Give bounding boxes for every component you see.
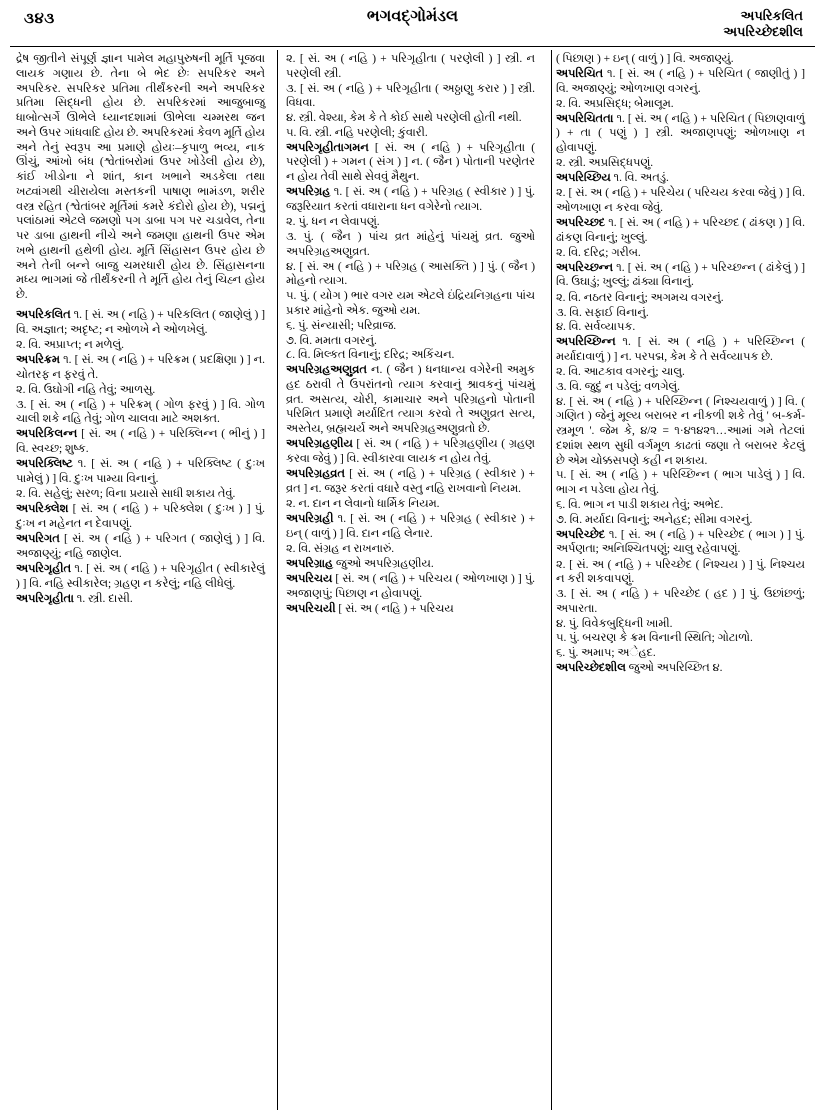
entry-definition: [ સં. અ ( નહિ ) + પરિક્લેશ ( દુઃખ ) ] પું. દુઃખ ન મહેનત ન દેવાપણું. xyxy=(16,502,265,530)
book-title: ભગવદ્ગોમંડલ xyxy=(366,8,459,25)
text-run: ૫. પું. બચરણ કે ક્રમ વિનાની સ્થિતિ; ગોટાળો. xyxy=(556,632,753,645)
entry-definition: ૧. [ સં. અ ( નહિ ) + પરિક્લિષ્ટ ( દુઃખ પામેલું ) ] વિ. દુઃખ પામ્યા વિનાનું. xyxy=(16,458,265,485)
text-run: ૨. વિ. સહેલું; સરળ; વિના પ્રયાસે સાધી શકાય તેવું. xyxy=(16,488,236,501)
entry-headword: અપરિકિલન્ન xyxy=(16,428,78,441)
entry-definition: [ સં. અ ( નહિ ) + પરિગ્રહ ( સ્વીકાર ) + વ્રત ] ન. જરૂર કરતાં વધારે વસ્તુ નહિ રાખવાનો નિયમ. xyxy=(286,468,535,496)
entry-definition: ૧. વિ. અતડું. xyxy=(610,172,669,185)
dictionary-entry xyxy=(16,562,265,592)
running-head-last-entry: અપરિચ્છેદશીલ xyxy=(723,24,803,40)
entry-sense xyxy=(286,334,535,349)
entry-sense xyxy=(286,52,535,82)
entry-definition: ૧. [ સં. અ ( નહિ ) + પરિચ્છેદ ( ભાગ ) ] પું. અર્પણતા; અનિશ્ચિતપણું; ચાલુ રહેવાપણું. xyxy=(556,528,805,556)
entry-definition: [ સં. અ ( નહિ ) + પરિગ્રહણીય ( ગ્રહણ કરવા જેવું ) ] વિ. સ્વીકારવા લાયક ન હોય તેવું. xyxy=(286,438,535,466)
entry-headword: અપરિગ્રહી xyxy=(286,513,334,526)
text-run: ૩. [ સં. અ ( નહિ ) + પરિક્રમ્ ( ગોળ ફરવું ) ] વિ. ગોળ ચાલી શકે નહિ તેવું; ગોળ ચાલવા માટે અશક્ત. xyxy=(16,398,265,426)
header-rule xyxy=(10,46,815,47)
entry-sense xyxy=(556,558,805,588)
entry-sense xyxy=(286,260,535,290)
text-run: ૨. વિ. ઉઘોગી નહિ તેવું; આળસુ. xyxy=(16,383,156,396)
text-run: ૩. પું. ( જૈન ) પાંચ વ્રત માંહેનું પાંચમું વ્રત. જુઓ અપરિગ્રહઅણુવ્રત. xyxy=(286,231,535,258)
dictionary-entry xyxy=(16,427,265,457)
entry-sense xyxy=(16,487,265,502)
dictionary-entry xyxy=(286,602,535,617)
entry-sense xyxy=(556,468,805,498)
entry-definition: ન. ( જૈન ) ધનધાન્ય વગેરેની અમુક હદ ઠરાવી તે ઉપરાંતનો ત્યાગ કરવાનું શ્રાવકનું પાંચમું વ્રત. અસત્ય, ચોરી, કામાચાર અને પરિગ્રહનો પોતાની પરિમિત પ્રમાણે મર્યાદિત ત્યાગ કરવો તે અણુવ્રત સત્ય, અસ્તેય, બ્રહ્મચર્ય અને અપરિગ્રહઅણુવ્રતો છે. xyxy=(286,364,535,436)
entry-sense xyxy=(286,289,535,319)
text-run: ૬. પું. સંન્યાસી; પરિવ્રાજ. xyxy=(286,319,397,332)
text-run: ૩. વિ. સફાઈ વિનાનું. xyxy=(556,306,649,319)
entry-sense xyxy=(16,338,265,353)
dictionary-entry xyxy=(286,467,535,497)
text-run: ૬. વિ. ભાગ ન પાડી શકાય તેવું; અભેદ. xyxy=(556,498,724,511)
text-run: દ્રેષ જીતીને સંપૂર્ણ જ્ઞાન પામેલ મહાપુરુષની મૂર્તિ પૂજવા લાયક ગણાય છે. તેના બે ભેદ છેઃ સપરિકર અને અપરિકર. સપરિકર પ્રતિમા તીર્થંકરની અને અપરિકર પ્રતિમા સિદ્ધની હોય છે. સપરિકરમાં આજુબાજુ ધાબોત્સર્ગે ઊભેલે ધ્યાનદશામાં ઊભેલા ચમ્મરથ જન અને ઉપર ગાંધવાદિ હોય છે. અપરિકરમાં કેવળ મૂર્તિ હોય અને તેનું સ્વરૂપ આ પ્રમાણે હોયઃ–કૃપાળુ ભવ્ય, નાક ઊંચું, આંખો બંધ (શ્વેતાંબરોમાં ઉપર ખોડેલી હોય છે), કાંઈ ખીડોના ને શાંત, કાન ખભાને અડકેલા તથા ખટ્વાંગથી ચીરાયેલા મસ્તકની પાષાણ ભામંડળ, શરીર વસ્ત્ર રહિત (શ્વેતાંબર મૂર્તિમાં કમરે કંદોરો હોય છે), પદ્મનું પલાંઠામાં એટલે જમણો પગ ડાબા પગ પર ચડાવેલ, તેના પર ડાબા હાથની નીચે અને જમણા હાથની ઉપર એમ ખભે હાથની હથેળી હોય. મૂર્તિ સિંહાસન ઉપર હોય છે અને તેની બન્ને બાજુ ચમરધારી હોય છે. સિંહાસનના મધ્ય ભાગમાં જે તીર્થંકરની તે મૂર્તિ હોય તેનું ચિહ્ન હોય છે. xyxy=(16,53,265,302)
body-paragraph xyxy=(16,52,265,303)
text-run: ૨. સ્ત્રી. અપ્રસિદ્ધપણું. xyxy=(556,157,654,170)
dictionary-entry xyxy=(286,363,535,437)
entry-headword: અપરિગ્રહવ્રત xyxy=(286,468,345,481)
entry-sense xyxy=(286,542,535,557)
running-head xyxy=(723,8,803,41)
text-run: ૭. વિ. મર્યાદા વિનાનું; અનેહદ; સીમા વગરનું. xyxy=(556,513,753,526)
dictionary-entry xyxy=(16,502,265,532)
entry-sense xyxy=(556,365,805,380)
dictionary-entry xyxy=(556,261,805,291)
entry-sense xyxy=(556,186,805,216)
text-run: ૨. વિ. નઠતર વિનાનું; અગમચ વગરનું. xyxy=(556,291,724,304)
entry-sense xyxy=(286,126,535,141)
entry-headword: અપરિગ્રહણીય xyxy=(286,438,353,451)
entry-definition: [ સં. અ ( નહિ ) + પરિગત ( જાણેલું ) ] વિ. અજાણ્યું; નહિ જાણેલ. xyxy=(16,533,265,560)
entry-definition: ૧. [ સં. અ ( નહિ ) + પરિચિત ( પિછાણવાળું ) + તા ( પણું ) ] સ્ત્રી. અજાણપણું; ઓળખાણ ન હોવાપણું. xyxy=(556,112,805,155)
entry-definition: ૧. [ સં. અ ( નહિ ) + પરિચ્છદ ( ઢાંકણ ) ] વિ. ઢાંકણ વિનાનું; ખુલ્લું. xyxy=(556,216,805,244)
dictionary-entry xyxy=(556,661,805,676)
column-3 xyxy=(552,52,813,1112)
text-run: ૫. [ સં. અ ( નહિ ) + પરિચ્છિન્ન ( ભાગ પાડેલું ) ] વિ. ભાગ ન પડેલા હોય તેવું. xyxy=(556,469,805,497)
text-run: ૬. પું. અમાપ; અેહદ. xyxy=(556,647,656,660)
entry-definition: [ સં. અ ( નહિ ) + પરિચય xyxy=(335,603,454,616)
entry-definition: ૧. [ સં. અ ( નહિ ) + પરિચ્છિન્ન ( મર્યાદાવાળું ) ] ન. પરપદ્મ, કેમ કે તે સર્વવ્યાપક છે. xyxy=(556,336,805,363)
text-run: ૨. વિ. દરિદ્ર; ગરીબ. xyxy=(556,246,641,259)
entry-headword: અપરિગૃહીતાગમન xyxy=(286,141,369,154)
text-run: ૨. વિ. સંગ્રહ ન રાખનારું. xyxy=(286,543,395,556)
entry-sense xyxy=(556,380,805,395)
text-run: ૨. પું. ધન ન લેવાપણું. xyxy=(286,216,380,229)
entry-definition: જુઓ અપરિચ્છિત ૪. xyxy=(625,661,723,674)
text-run: ૮. વિ. મિલ્કત વિનાનું; દરિદ્ર; અકિંચન. xyxy=(286,349,455,362)
text-run: ૨. વિ. આટકાવ વગરનું; ચાલુ. xyxy=(556,366,685,379)
text-run: ૪. [ સં. અ ( નહિ ) + પરિચ્છિન્ન ( નિશ્ચયવાળું ) ] વિ. ( ગણિત ) જેનું મૂલ્ય બરાબર ન નીકળી શકે તેવું ' બ-કર્મ-સ્ત્રમૂળ '. જેમ કે, ૪/૨ = ૧·૪૧૪૨૧…આમાં ગમે તેટલાં દશાંશ સ્થળ સુધી વર્ગમૂળ કાઢતાં જણા તે બરાબર કેટલું છે એમ ચોક્કસપણે કહી ન શકાય. xyxy=(556,395,805,467)
text-run: ૭. વિ. મમતા વગરનું. xyxy=(286,334,377,347)
text-run: ૨. ન. દાન ન લેવાનો ધાર્મિક નિયમ. xyxy=(286,498,440,511)
dictionary-entry xyxy=(556,171,805,186)
text-columns xyxy=(12,52,813,1112)
entry-headword: અપરિચય xyxy=(286,573,333,586)
entry-sense xyxy=(556,587,805,617)
text-run: ૪. વિ. સર્વવ્યાપક. xyxy=(556,321,636,334)
dictionary-entry xyxy=(556,335,805,365)
text-run: ૨. [ સં. અ ( નહિ ) + પરિચ્છેદ ( નિશ્ચય ) ] પું. નિશ્ચય ન કરી શકવાપણું. xyxy=(556,558,805,586)
entry-headword: અપરિચ્છદ xyxy=(556,216,606,229)
entry-definition: ૧. [ સં. અ ( નહિ ) + પરિચિત ( જાણીતું ) ] વિ. અજાણ્યું; ઓળખાણ વગરનું. xyxy=(556,67,805,95)
entry-sense xyxy=(16,383,265,398)
entry-sense xyxy=(556,52,805,67)
entry-sense xyxy=(556,498,805,513)
entry-headword: અપરિગ્રાહ xyxy=(286,558,334,571)
text-run: ૨. વિ. અપ્રાપ્ત; ન મળેલું. xyxy=(16,339,124,352)
entry-definition: ૧. સ્ત્રી. દાસી. xyxy=(73,593,133,606)
text-run: ૩. વિ. જુદું ન પડેલું; વળગેલું. xyxy=(556,380,680,393)
entry-headword: અપરિક્લેશ xyxy=(16,502,69,515)
entry-sense xyxy=(556,617,805,632)
entry-sense xyxy=(286,82,535,112)
entry-sense xyxy=(286,319,535,334)
dictionary-entry xyxy=(16,457,265,487)
text-run: ( પિછાણ ) + ઇન્ ( વાળું ) ] વિ. અજાણ્યું. xyxy=(556,53,734,65)
text-run: ૪. પું. વિવેકબુદ્ધિની ખામી. xyxy=(556,617,673,630)
entry-headword: અપરિચ્છેદશીલ xyxy=(556,661,626,674)
entry-sense xyxy=(286,230,535,260)
text-run: ૫. પું. ( યોગ ) ભાર વગર યમ એટલે ઇંદ્રિયનિગ્રહના પાંચ પ્રકાર માંહેનો એક. જુઓ યમ. xyxy=(286,290,535,318)
dictionary-entry xyxy=(286,572,535,602)
entry-definition: [ સં. અ ( નહિ ) + પરિક્લિન્ન ( ભીનું ) ] વિ. સ્વચ્છ; શુષ્ક. xyxy=(16,428,265,455)
entry-headword: અપરિચ્છેદ xyxy=(556,528,606,541)
entry-headword: અપરિગ્રહઅણુવ્રત xyxy=(286,364,367,377)
entry-definition: [ સં. અ ( નહિ ) + પરિચય ( ઓળખાણ ) ] પું. અજાણપું; પિછાણ ન હોવાપણું. xyxy=(286,573,535,601)
entry-sense xyxy=(556,97,805,112)
entry-sense xyxy=(286,215,535,230)
entry-sense xyxy=(556,306,805,321)
entry-definition: ૧. [ સં. અ ( નહિ ) + પરિચ્છન્ન ( ઢાંકેલું ) ] વિ. ઉઘાડું; ખુલ્લું; ઢાંક્યા વિનાનું. xyxy=(556,261,805,289)
entry-definition: જુઓ અપરિગ્રહણીય. xyxy=(333,558,434,571)
entry-sense xyxy=(556,631,805,646)
entry-definition: [ સં. અ ( નહિ ) + પરિગૃહીતા ( પરણેલી ) + ગમન ( સંગ ) ] ન. ( જૈન ) પોતાની પરણેતર ન હોય તેવી સાથે સેવવું મૈથુન. xyxy=(286,141,535,184)
text-run: ૪. [ સં. અ ( નહિ ) + પરિગ્રહ ( આસક્તિ ) ] પું. ( જૈન ) મોહનો ત્યાગ. xyxy=(286,260,535,288)
text-run: ૨. [ સં. અ ( નહિ ) + પરિગૃહીતા ( પરણેલી ) ] સ્ત્રી. ન પરણેલી સ્ત્રી. xyxy=(286,53,535,80)
entry-sense xyxy=(286,111,535,126)
entry-sense xyxy=(556,156,805,171)
entry-definition: ૧. [ સં. અ ( નહિ ) + પરિક્રમ ( પ્રદક્ષિણા ) ] ન. ચોતરફ ન ફરવું તે. xyxy=(16,353,265,381)
entry-headword: અપરિગ્રહ xyxy=(286,186,331,199)
text-run: ૨. વિ. અપ્રસિદ્ધ; બેમાલૂમ. xyxy=(556,97,674,110)
text-run: ૪. સ્ત્રી. વેશ્યા, કેમ કે તે કોઈ સાથે પરણેલી હોતી નથી. xyxy=(286,112,522,125)
entry-sense xyxy=(556,513,805,528)
dictionary-entry xyxy=(286,437,535,467)
entry-headword: અપરિચિત xyxy=(556,67,604,80)
entry-definition: ૧. [ સં. અ ( નહિ ) + પરિગ્રહ ( સ્વીકાર ) ] પું. જરૂરિયાત કરતાં વધારાના ધન વગેરેનો ત્યાગ. xyxy=(286,186,535,214)
text-run: ૩. [ સં. અ ( નહિ ) + પરિચ્છેદ ( હદ ) ] પું. ઉછાંછળું; અપારતા. xyxy=(556,588,805,615)
running-head-first-entry: અપરિકલિત xyxy=(740,8,803,23)
dictionary-entry xyxy=(286,512,535,542)
column-2 xyxy=(282,52,543,1112)
entry-headword: અપરિકલિત xyxy=(16,309,71,322)
entry-sense xyxy=(556,246,805,261)
entry-definition: ૧. [ સં. અ ( નહિ ) + પરિકલિત ( જાણેલું ) ] વિ. અજ્ઞાત; અદૃષ્ટ; ન ઓળખે ને ઓળખેલું. xyxy=(16,309,265,336)
column-1 xyxy=(12,52,273,1112)
entry-definition: ૧. [ સં. અ ( નહિ ) + પરિગૃહીત ( સ્વીકારેલું ) ] વિ. નહિ સ્વીકારેલ; ગ્રહણ ન કરેલું; નહિ લીધેલું. xyxy=(16,563,265,590)
entry-headword: અપરિચયી xyxy=(286,603,336,616)
entry-sense xyxy=(286,348,535,363)
dictionary-entry xyxy=(286,141,535,185)
entry-sense xyxy=(286,497,535,512)
entry-headword: અપરિગૃહીતા xyxy=(16,593,74,606)
entry-headword: અપરિચ્છિન્ન xyxy=(556,336,616,349)
text-run: ૩. [ સં. અ ( નહિ ) + પરિગૃહીતા ( અઠ્ઠાણુ કરાર ) ] સ્ત્રી. વિધવા. xyxy=(286,82,535,110)
entry-headword: અપરિક્રમ xyxy=(16,353,60,366)
entry-sense xyxy=(556,320,805,335)
entry-headword: અપરિચ્છન્ન xyxy=(556,261,613,274)
text-run: ૨. [ સં. અ ( નહિ ) + પરિચેય ( પરિચય કરવા જેવું ) ] વિ. ઓળખાણ ન કરવા જેવું. xyxy=(556,187,805,215)
dictionary-entry xyxy=(556,528,805,558)
dictionary-entry xyxy=(556,216,805,246)
dictionary-entry xyxy=(16,532,265,562)
entry-headword: અપરિગૃહીત xyxy=(16,563,72,576)
dictionary-entry xyxy=(286,185,535,215)
entry-definition: ૧. [ સં. અ ( નહિ ) + પરિગ્રહ ( સ્વીકાર ) + ઇન્ ( વાળું ) ] વિ. દાન નહિ લેનાર. xyxy=(286,513,535,540)
dictionary-entry xyxy=(556,67,805,97)
text-run: ૫. વિ. સ્ત્રી. નહિ પરણેલી; કુંવારી. xyxy=(286,126,428,139)
entry-headword: અપરિક્લિષ્ટ xyxy=(16,458,73,471)
dictionary-entry xyxy=(556,112,805,156)
entry-sense xyxy=(556,646,805,661)
entry-headword: અપરિચિતતા xyxy=(556,112,614,125)
entry-sense xyxy=(556,395,805,469)
dictionary-entry xyxy=(16,592,265,607)
dictionary-entry xyxy=(16,353,265,383)
entry-headword: અપરિચ્છિય xyxy=(556,172,611,185)
page-number: ૩૪૩ xyxy=(24,11,55,27)
entry-sense xyxy=(556,291,805,306)
entry-sense xyxy=(16,398,265,428)
dictionary-entry xyxy=(286,557,535,572)
dictionary-entry xyxy=(16,308,265,338)
entry-headword: અપરિગત xyxy=(16,533,60,545)
